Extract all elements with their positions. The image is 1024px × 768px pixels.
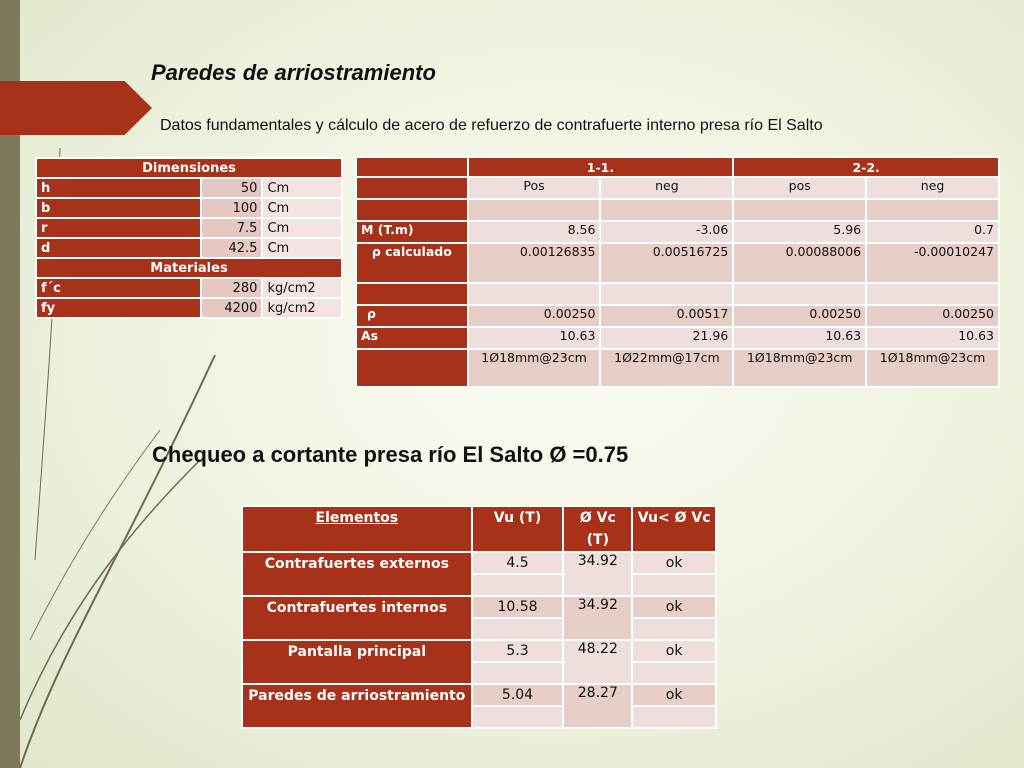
table-cell: 10.63 (733, 327, 866, 349)
table-cell: 0.00517 (600, 305, 733, 327)
table-row (356, 177, 999, 199)
table-row (356, 327, 999, 349)
phi-vc-value: 34.92 (563, 596, 632, 640)
table-cell: 0.00088006 (733, 243, 866, 283)
corner-header (356, 157, 468, 177)
table-cell: -0.00010247 (866, 243, 999, 283)
dim-label: h (36, 178, 201, 198)
dim-label: b (36, 198, 201, 218)
table-row (36, 218, 342, 238)
dim-unit: Cm (262, 178, 342, 198)
materials-header: Materiales (36, 258, 342, 278)
table-cell: 0.00250 (468, 305, 601, 327)
shear-check-table (241, 505, 717, 729)
vu-value: 10.58 (472, 596, 564, 618)
table-row (242, 596, 716, 618)
table-row (36, 298, 342, 318)
section-header: 2-2. (733, 157, 999, 177)
table-cell: 10.63 (866, 327, 999, 349)
dim-unit: Cm (262, 218, 342, 238)
phi-vc-value: 48.22 (563, 640, 632, 684)
dim-label: r (36, 218, 201, 238)
element-name: Contrafuertes externos (242, 552, 472, 596)
shear-check-title: Chequeo a cortante presa río El Salto Ø =0.75 (152, 442, 629, 467)
table-cell: 0.00126835 (468, 243, 601, 283)
check-value: ok (632, 684, 716, 706)
vu-value: 5.04 (472, 684, 564, 706)
dim-unit: Cm (262, 238, 342, 258)
sub-header: Pos (468, 177, 601, 199)
check-value: ok (632, 640, 716, 662)
rebar-spec: 1Ø18mm@23cm (733, 349, 866, 387)
row-label: As (356, 327, 468, 349)
section-header: 1-1. (468, 157, 734, 177)
row-label: ρ calculado (356, 243, 468, 283)
table-row (242, 684, 716, 706)
table-row (242, 552, 716, 574)
phi-vc-value: 28.27 (563, 684, 632, 728)
column-header: Elementos (242, 506, 472, 552)
rebar-spec: 1Ø18mm@23cm (468, 349, 601, 387)
dim-value: 42.5 (201, 238, 263, 258)
table-cell: 0.00250 (733, 305, 866, 327)
phi-vc-value: 34.92 (563, 552, 632, 596)
arrow-accent (0, 81, 152, 135)
sub-header: neg (866, 177, 999, 199)
table-cell: 5.96 (733, 221, 866, 243)
element-name: Pantalla principal (242, 640, 472, 684)
material-label: f´c (36, 278, 201, 298)
material-value: 280 (201, 278, 263, 298)
table-row (36, 238, 342, 258)
dim-label: d (36, 238, 201, 258)
column-header: Ø Vc (T) (563, 506, 632, 552)
dim-value: 50 (201, 178, 263, 198)
row-label: ρ (356, 305, 468, 327)
table-row (356, 243, 999, 283)
material-unit: kg/cm2 (262, 278, 342, 298)
table-cell: -3.06 (600, 221, 733, 243)
table-row (36, 278, 342, 298)
column-header: Vu (T) (472, 506, 564, 552)
table-row (242, 640, 716, 662)
table-row (356, 221, 999, 243)
dimensions-table (35, 157, 343, 319)
table-row (36, 198, 342, 218)
steel-results-table (355, 156, 1000, 388)
dim-unit: Cm (262, 198, 342, 218)
row-label (356, 349, 468, 387)
sub-header: pos (733, 177, 866, 199)
check-value: ok (632, 596, 716, 618)
row-label: M (T.m) (356, 221, 468, 243)
element-name: Paredes de arriostramiento (242, 684, 472, 728)
table-cell: 21.96 (600, 327, 733, 349)
table-row (36, 178, 342, 198)
table-cell: 0.00250 (866, 305, 999, 327)
table-cell: 0.7 (866, 221, 999, 243)
element-name: Contrafuertes internos (242, 596, 472, 640)
table-row (356, 349, 999, 387)
table-cell: 10.63 (468, 327, 601, 349)
table-cell: 0.00516725 (600, 243, 733, 283)
material-label: fy (36, 298, 201, 318)
slide-subtitle: Datos fundamentales y cálculo de acero de refuerzo de contrafuerte interno presa río El Salto (160, 117, 823, 134)
table-row (356, 283, 999, 305)
dim-value: 7.5 (201, 218, 263, 238)
vu-value: 4.5 (472, 552, 564, 574)
check-value: ok (632, 552, 716, 574)
rebar-spec: 1Ø22mm@17cm (600, 349, 733, 387)
material-value: 4200 (201, 298, 263, 318)
row-label (356, 177, 468, 199)
table-cell: 8.56 (468, 221, 601, 243)
rebar-spec: 1Ø18mm@23cm (866, 349, 999, 387)
sub-header: neg (600, 177, 733, 199)
table-row (356, 199, 999, 221)
slide-title: Paredes de arriostramiento (151, 60, 436, 85)
vu-value: 5.3 (472, 640, 564, 662)
material-unit: kg/cm2 (262, 298, 342, 318)
column-header: Vu< Ø Vc (632, 506, 716, 552)
table-row (356, 305, 999, 327)
dimensions-header: Dimensiones (36, 158, 342, 178)
dim-value: 100 (201, 198, 263, 218)
